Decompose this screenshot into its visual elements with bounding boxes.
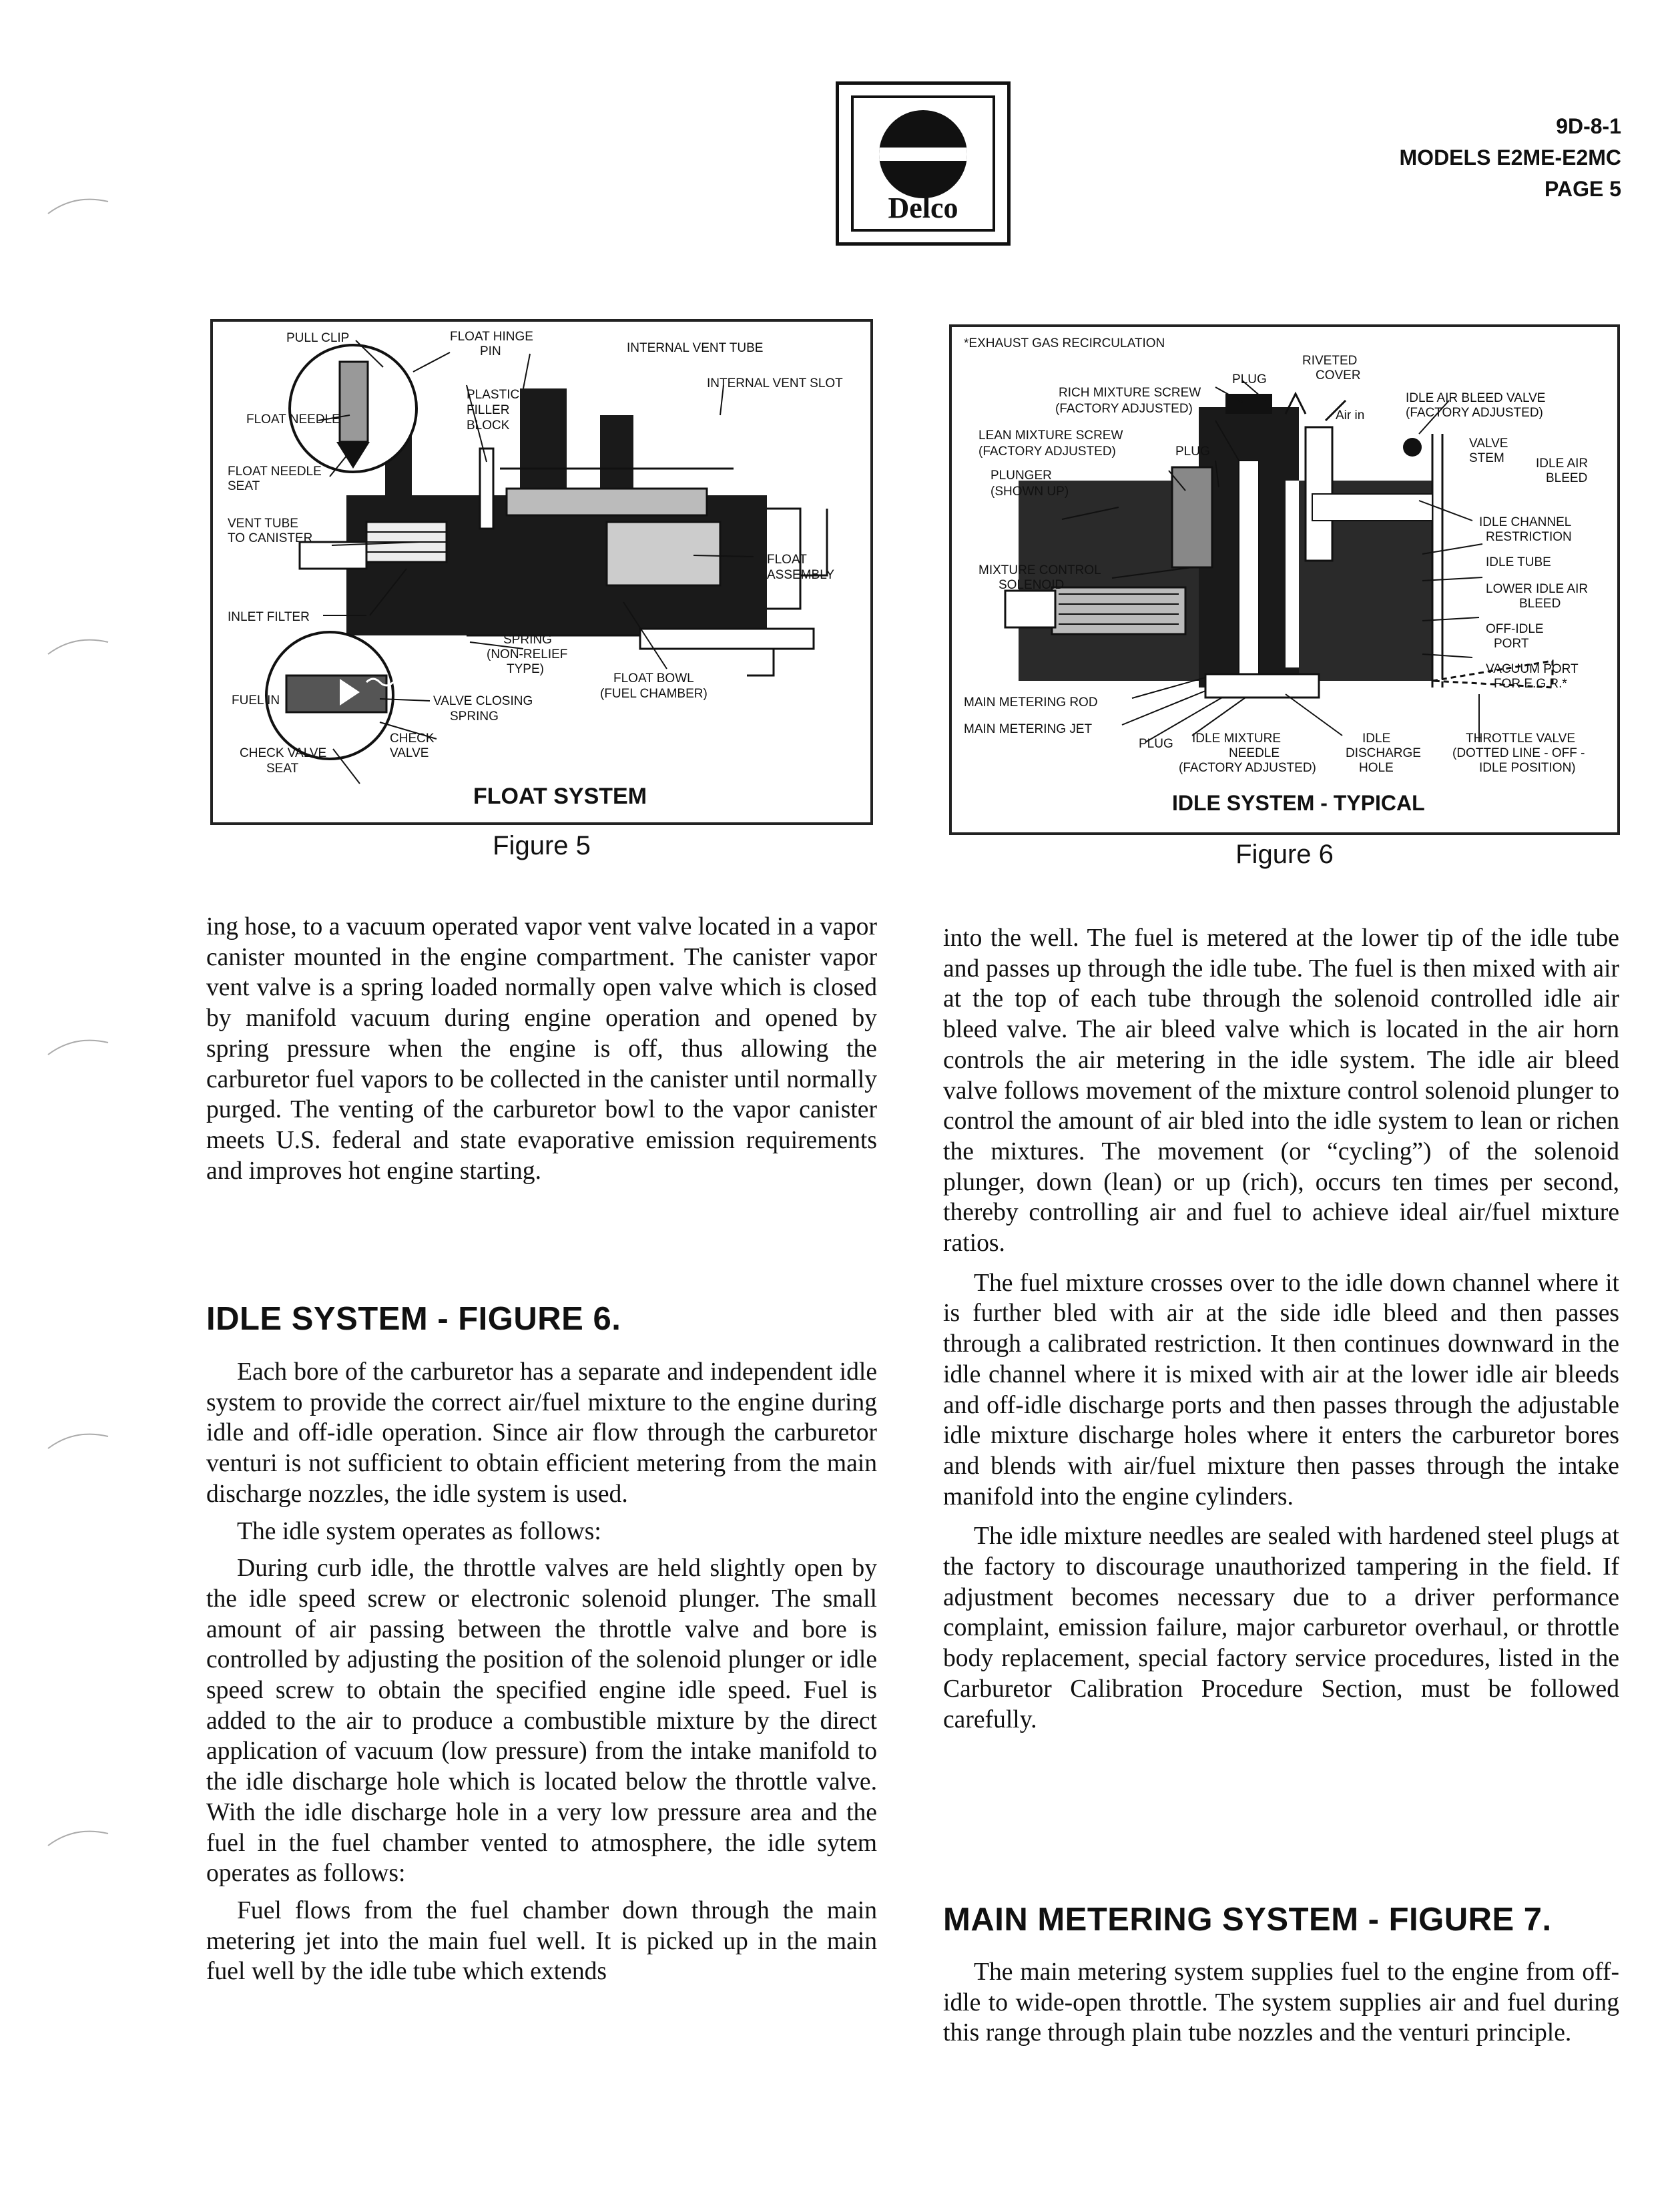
label-spring-3: TYPE) [507,662,544,676]
label-spring-2: (NON-RELIEF [487,647,568,661]
label-mixture-control-1: MIXTURE CONTROL [978,563,1101,577]
left-column [206,912,877,1186]
binder-mark [41,627,115,667]
label-throttle-valve-3: IDLE POSITION) [1479,761,1576,775]
label-lean-mixture-2: (FACTORY ADJUSTED) [978,445,1116,459]
paragraph: Each bore of the carburetor has a separate and independent idle system to provide the correct air/fuel mixture to the engine during idle and off-idle operation. Since air flow through the carburetor venturi is not sufficient to obtain efficient metering from the main discharge nozzles, the idle system is used. [206,1358,877,1508]
label-main-metering-jet: MAIN METERING JET [964,722,1093,736]
page-header [1400,111,1621,205]
label-idle-air-bleed-valve-1: IDLE AIR BLEED VALVE [1406,391,1546,405]
label-idle-channel-1: IDLE CHANNEL [1479,515,1572,529]
label-check-valve-seat-2: SEAT [266,762,299,776]
idle-system-diagram [952,327,1617,832]
binder-mark [41,1028,115,1068]
label-float-needle-seat-2: SEAT [228,479,260,493]
label-inlet-filter: INLET FILTER [228,610,310,624]
label-plunger-1: PLUNGER [991,469,1052,483]
carburetor-body-drawing [266,340,827,784]
binder-mark [41,1422,115,1462]
label-mixture-control-2: SOLENOID [999,578,1065,592]
label-vacuum-port-2: FOR E.G.R.* [1494,677,1567,691]
models-label: MODELS E2ME-E2MC [1399,146,1621,170]
label-vacuum-port-1: VACUUM PORT [1486,662,1579,676]
label-riveted-2: COVER [1316,368,1361,382]
label-idle-mixture-needle-3: (FACTORY ADJUSTED) [1179,761,1316,775]
label-idle-air-bleed-1: IDLE AIR [1536,457,1589,471]
label-fuel-in: FUEL IN [232,694,280,708]
label-idle-discharge-3: HOLE [1359,761,1394,775]
label-idle-air-bleed-2: BLEED [1546,471,1588,485]
figure-6-caption: Figure 6 [1235,840,1334,869]
label-idle-mixture-needle-1: IDLE MIXTURE [1192,732,1282,746]
label-idle-discharge-2: DISCHARGE [1346,746,1421,760]
label-float-bowl-2: (FUEL CHAMBER) [600,687,708,701]
figure-6-idle-system [949,324,1620,835]
label-idle-channel-2: RESTRICTION [1486,530,1572,544]
label-valve-stem-1: VALVE [1469,437,1508,451]
page-number: PAGE 5 [1545,177,1621,201]
label-valve-stem-2: STEM [1469,451,1504,465]
right-column [943,923,1619,1735]
label-valve-closing-2: SPRING [450,710,499,724]
paragraph: The idle mixture needles are sealed with hardened steel plugs at the factory to discourage unauthorized tampering in the field. If adjustment becomes necessary due to a driver performance complaint, emission failure, major carburetor overhaul, or throttle body replacement, special factory service procedures, listed in the Carburetor Calibration Procedure Section, must be followed carefully. [943,1523,1619,1733]
label-float-needle-seat-1: FLOAT NEEDLE [228,465,322,479]
label-float-bowl-1: FLOAT BOWL [613,671,694,686]
paragraph: During curb idle, the throttle valves are held slightly open by the idle speed screw or electronic solenoid plunger. The small amount of air passing between the throttle valve and bore is controlled by adjusting the position of the solenoid plunger or idle speed screw to obtain the specified engine idle speed. Fuel is added to the air to produce a combustible mixture by the direct application of vacuum (low pressure) from the intake manifold to the idle discharge hole which is located below the throttle valve. With the idle discharge hole in a very low pressure area and the fuel in the fuel chamber vented to atmosphere, the idle sytem operates as follows: [206,1555,877,1888]
label-plunger-2: (SHOWN UP) [991,485,1069,499]
label-spring-1: SPRING [503,633,552,647]
label-lean-mixture-1: LEAN MIXTURE SCREW [978,429,1123,443]
label-rich-mixture-2: (FACTORY ADJUSTED) [1055,402,1193,416]
figure-6-title: IDLE SYSTEM - TYPICAL [1172,791,1425,815]
label-plastic-filler-1: PLASTIC [467,388,520,402]
label-plug-mid: PLUG [1175,445,1210,459]
label-internal-vent-tube: INTERNAL VENT TUBE [627,341,764,355]
paragraph: into the well. The fuel is metered at the lower tip of the idle tube and passes up through the idle tube. The fuel is then mixed with air at the top of each tube through the solenoid controlled idle air bleed valve. The air bleed valve which is located in the air horn controls the air metering in the idle system. The idle air bleed valve follows movement of the mixture control solenoid plunger to control the amount of air bled into the idle system to lean or richen the mixtures. The movement (or “cycling”) of the solenoid plunger, down (lean) or up (rich), occurs ten times per second, thereby controlling air and fuel to achieve ideal air/fuel mixture ratios. [943,924,1619,1258]
binder-mark [41,1819,115,1859]
heading-idle-system: IDLE SYSTEM - FIGURE 6. [206,1301,621,1337]
label-throttle-valve-1: THROTTLE VALVE [1466,732,1575,746]
label-check-valve-seat-1: CHECK VALVE [240,746,327,760]
label-lower-bleed-1: LOWER IDLE AIR [1486,582,1589,596]
label-plug-top: PLUG [1232,372,1267,386]
figure-5-title: FLOAT SYSTEM [473,784,647,809]
right-column-body [943,1957,1619,2048]
label-float-hinge-pin-2: PIN [480,344,501,358]
label-valve-closing-1: VALVE CLOSING [433,694,533,708]
paragraph: The main metering system supplies fuel to the engine from off-idle to wide-open throttle. The system supplies air and fuel during this range through plain tube nozzles and the venturi principle. [943,1958,1619,2047]
label-main-metering-rod: MAIN METERING ROD [964,696,1098,710]
label-check-valve-1: CHECK [390,732,435,746]
figure-5-caption: Figure 5 [493,831,591,860]
paragraph: The fuel mixture crosses over to the idle down channel where it is further bled with air at the side idle bleed and then passes through a calibrated restriction. It then continues downward in the idle channel where it is mixed with air at the lower idle air bleeds and off-idle discharge ports and then passes through the adjustable idle mixture discharge holes where it enters the carburetor bores and blends with air/fuel mixture then passes through the intake manifold into the engine cylinders. [943,1269,1619,1511]
label-air-in: Air in [1336,408,1365,423]
left-column-body [206,1357,877,1987]
doc-number: 9D-8-1 [1556,114,1621,138]
label-plug-bottom: PLUG [1139,737,1173,751]
label-throttle-valve-2: (DOTTED LINE - OFF - [1452,746,1585,760]
paragraph: Fuel flows from the fuel chamber down through the main metering jet into the main fuel well. It is picked up in the main fuel well by the idle tube which extends [206,1896,877,1986]
label-idle-mixture-needle-2: NEEDLE [1229,746,1280,760]
label-off-idle-2: PORT [1494,637,1529,651]
label-float-needle: FLOAT NEEDLE [246,413,340,427]
label-float-hinge-pin: FLOAT HINGE [450,330,533,344]
label-idle-tube: IDLE TUBE [1486,555,1551,569]
label-float-assembly-1: FLOAT [767,553,807,567]
logo-text: Delco [888,192,958,224]
float-system-diagram [213,322,870,822]
label-off-idle-1: OFF-IDLE [1486,622,1544,636]
label-plastic-filler-3: BLOCK [467,419,510,433]
label-idle-discharge-1: IDLE [1362,732,1391,746]
delco-emblem-icon [879,110,967,198]
label-internal-vent-slot: INTERNAL VENT SLOT [707,376,843,390]
label-lower-bleed-2: BLEED [1519,597,1561,611]
figure-5-float-system [210,319,873,825]
label-vent-tube-1: VENT TUBE [228,517,298,531]
label-rich-mixture-1: RICH MIXTURE SCREW [1059,386,1201,400]
label-float-assembly-2: ASSEMBLY [767,568,835,582]
delco-logo [836,81,1011,246]
paragraph: The idle system operates as follows: [237,1517,601,1545]
label-check-valve-2: VALVE [390,746,429,760]
heading-main-metering-system: MAIN METERING SYSTEM - FIGURE 7. [943,1902,1552,1938]
binder-mark [41,187,115,227]
label-plastic-filler-2: FILLER [467,403,510,417]
paragraph: ing hose, to a vacuum operated vapor vent valve located in a vapor canister mounted in the engine compartment. The canister vapor vent valve is a spring loaded normally open valve which is closed by manifold vacuum during engine operation and opened by spring pressure when the engine is off, thus allowing the carburetor fuel vapors to be collected in the canister until normally purged. The venting of the carburetor bowl to the vapor canister meets U.S. federal and state evaporative emission requirements and improves hot engine starting. [206,913,877,1185]
label-riveted-1: RIVETED [1302,354,1358,368]
label-egr-note: *EXHAUST GAS RECIRCULATION [964,336,1165,350]
label-idle-air-bleed-valve-2: (FACTORY ADJUSTED) [1406,406,1543,420]
label-vent-tube-2: TO CANISTER [228,531,313,545]
label-pull-clip: PULL CLIP [286,331,350,345]
